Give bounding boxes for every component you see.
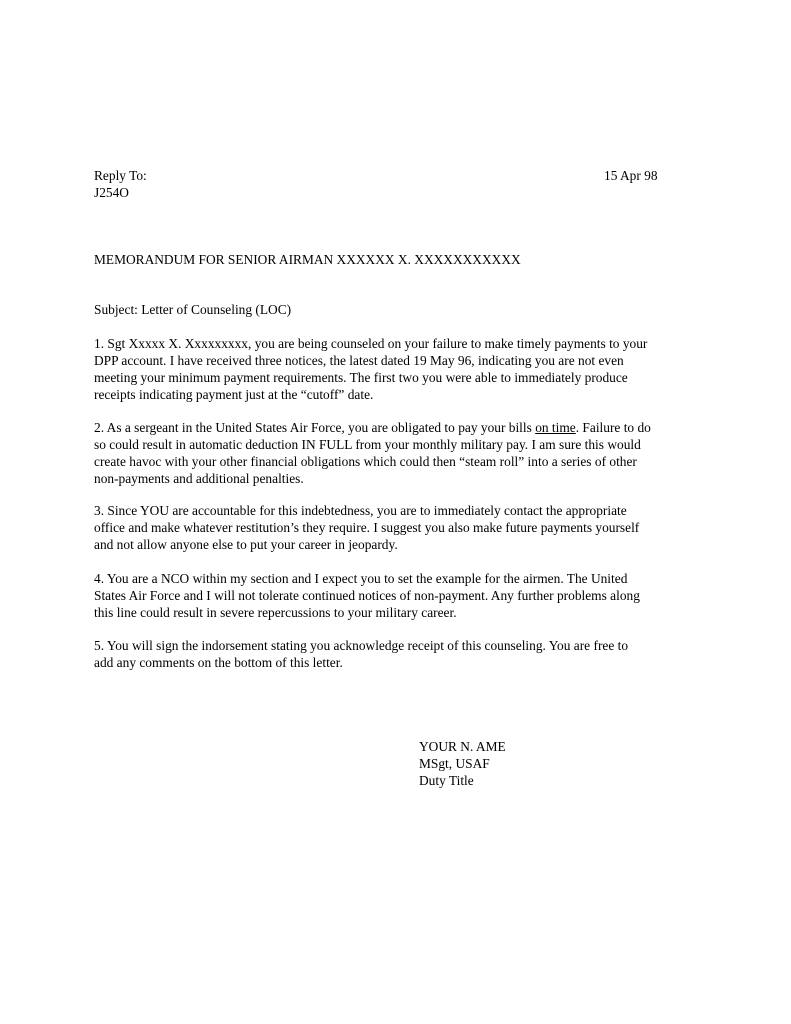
paragraph-2 bbox=[94, 420, 651, 488]
paragraph-line: DPP account. I have received three notices, the latest dated 19 May 96, indicating you are not even bbox=[94, 352, 624, 368]
paragraph-5 bbox=[94, 638, 628, 672]
signer-duty-title: Duty Title bbox=[419, 772, 474, 788]
paragraph-line: 3. Since YOU are accountable for this indebtedness, you are to immediately contact the appropriate bbox=[94, 503, 627, 518]
paragraph-line: 5. You will sign the indorsement stating you acknowledge receipt of this counseling. You are free to bbox=[94, 638, 629, 653]
paragraph-line: and not allow anyone else to put your career in jeopardy. bbox=[94, 536, 398, 552]
paragraph-text: 2. As a sergeant in the United States Air Force, you are obligated to pay your bills bbox=[94, 420, 536, 435]
paragraph-line: non-payments and additional penalties. bbox=[94, 470, 304, 486]
memorandum-for-line: MEMORANDUM FOR SENIOR AIRMAN XXXXXX X. XXXXXXXXXXX bbox=[94, 252, 521, 267]
paragraph-line: receipts indicating payment just at the “cutoff” date. bbox=[94, 386, 374, 402]
signer-name: YOUR N. AME bbox=[419, 739, 506, 754]
paragraph-text: . Failure to do bbox=[575, 420, 651, 435]
office-symbol: J254O bbox=[94, 184, 129, 200]
paragraph-line bbox=[94, 420, 651, 437]
subject-line: Subject: Letter of Counseling (LOC) bbox=[94, 302, 292, 317]
paragraph-line: States Air Force and I will not tolerate continued notices of non-payment. Any further problems along bbox=[94, 587, 640, 603]
paragraph-line: office and make whatever restitution’s they require. I suggest you also make future payments yourself bbox=[94, 519, 640, 535]
signer-rank: MSgt, USAF bbox=[419, 755, 490, 771]
paragraph-4 bbox=[94, 571, 640, 622]
paragraph-1 bbox=[94, 336, 647, 404]
signature-block bbox=[419, 739, 506, 790]
paragraph-line: add any comments on the bottom of this letter. bbox=[94, 654, 343, 670]
letter-date: 15 Apr 98 bbox=[604, 168, 658, 183]
paragraph-line: 4. You are a NCO within my section and I expect you to set the example for the airmen. The United bbox=[94, 571, 628, 586]
paragraph-line: create havoc with your other financial obligations which could then “steam roll” into a series of other bbox=[94, 453, 637, 469]
reply-to-label: Reply To: bbox=[94, 168, 147, 183]
paragraph-3 bbox=[94, 503, 639, 554]
paragraph-line: so could result in automatic deduction IN FULL from your monthly military pay. I am sure this would bbox=[94, 436, 641, 452]
paragraph-line: meeting your minimum payment requirements. The first two you were able to immediately produce bbox=[94, 369, 628, 385]
underlined-text: on time bbox=[535, 420, 576, 435]
paragraph-line: this line could result in severe repercussions to your military career. bbox=[94, 604, 457, 620]
paragraph-line: 1. Sgt Xxxxx X. Xxxxxxxxx, you are being counseled on your failure to make timely payments to your bbox=[94, 336, 648, 351]
reply-to-block bbox=[94, 168, 147, 202]
